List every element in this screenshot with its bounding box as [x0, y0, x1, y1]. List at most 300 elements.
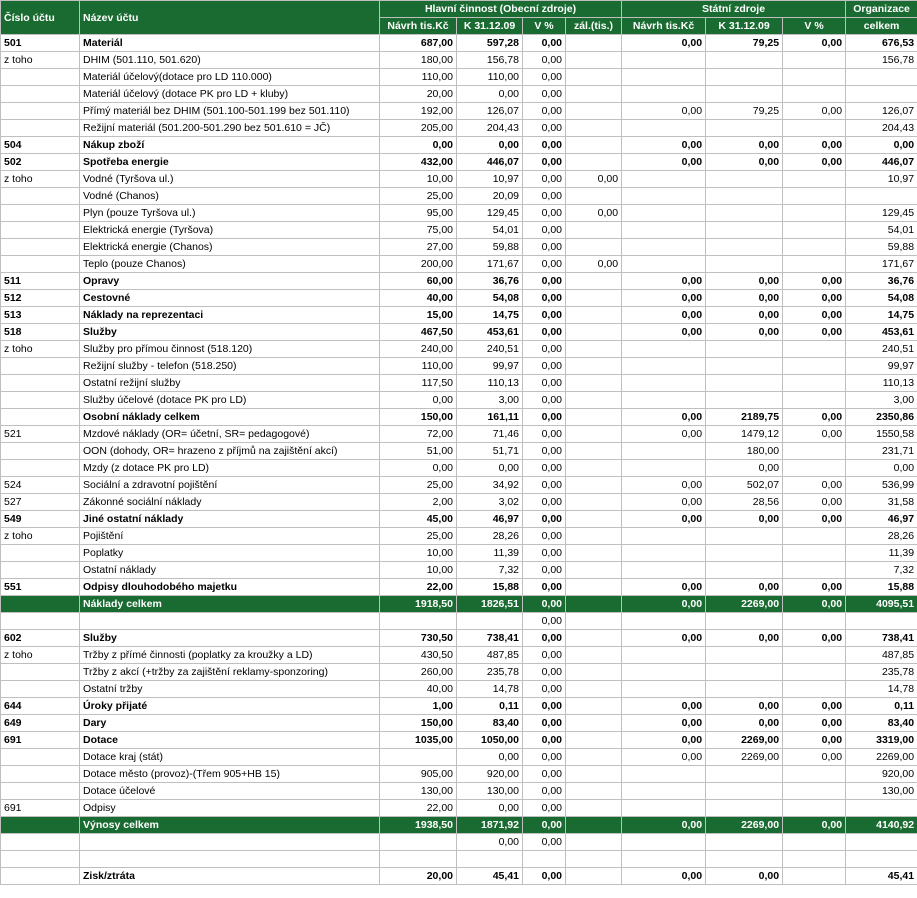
- cell-main-actual: 0,00: [457, 137, 523, 154]
- cell-main-proposal: 75,00: [380, 222, 457, 239]
- cell-state-actual: 28,56: [706, 494, 783, 511]
- cell-account-number: [1, 460, 80, 477]
- cell-main-advance: [566, 137, 622, 154]
- cell-main-advance: [566, 307, 622, 324]
- cell-state-percent: 0,00: [783, 426, 846, 443]
- cell-main-advance: [566, 324, 622, 341]
- cell-account-number: [1, 749, 80, 766]
- table-row: [1, 545, 917, 562]
- table-row: [1, 766, 917, 783]
- cell-state-proposal: 0,00: [622, 511, 706, 528]
- cell-organization-total: 3319,00: [846, 732, 917, 749]
- cell-account-name: Služby: [80, 324, 380, 341]
- cell-state-percent: 0,00: [783, 137, 846, 154]
- cell-main-advance: [566, 120, 622, 137]
- cell-main-percent: 0,00: [523, 171, 566, 188]
- cell-state-proposal: [622, 52, 706, 69]
- cell-main-actual: 130,00: [457, 783, 523, 800]
- cell-state-proposal: [622, 392, 706, 409]
- cell-state-percent: [783, 868, 846, 885]
- cell-main-advance: [566, 817, 622, 834]
- cell-state-proposal: [622, 222, 706, 239]
- cell-main-proposal: 110,00: [380, 69, 457, 86]
- table-row: [1, 647, 917, 664]
- cell-main-advance: [566, 35, 622, 52]
- cell-state-actual: [706, 239, 783, 256]
- cell-account-name: Odpisy dlouhodobého majetku: [80, 579, 380, 596]
- cell-main-actual: [457, 851, 523, 868]
- cell-account-number: [1, 596, 80, 613]
- cell-account-number: 551: [1, 579, 80, 596]
- cell-account-number: [1, 188, 80, 205]
- cell-organization-total: 83,40: [846, 715, 917, 732]
- cell-main-advance: [566, 375, 622, 392]
- column-header-main-advance: zál.(tis.): [566, 18, 622, 35]
- cell-main-advance: [566, 749, 622, 766]
- cell-account-number: z toho: [1, 52, 80, 69]
- cell-organization-total: [846, 188, 917, 205]
- cell-main-advance: [566, 783, 622, 800]
- cell-account-name: Materiál účelový(dotace pro LD 110.000): [80, 69, 380, 86]
- cell-main-percent: 0,00: [523, 681, 566, 698]
- cell-state-proposal: 0,00: [622, 494, 706, 511]
- cell-state-percent: [783, 52, 846, 69]
- cell-state-percent: 0,00: [783, 817, 846, 834]
- cell-main-proposal: 905,00: [380, 766, 457, 783]
- cell-organization-total: 45,41: [846, 868, 917, 885]
- cell-state-percent: 0,00: [783, 273, 846, 290]
- table-row: [1, 783, 917, 800]
- column-header-account-name: Název účtu: [80, 1, 380, 35]
- cell-account-number: [1, 681, 80, 698]
- cell-main-percent: 0,00: [523, 596, 566, 613]
- cell-account-name: [80, 851, 380, 868]
- cell-main-actual: 51,71: [457, 443, 523, 460]
- cell-main-percent: 0,00: [523, 868, 566, 885]
- table-row: [1, 613, 917, 630]
- cell-state-percent: 0,00: [783, 324, 846, 341]
- cell-main-actual: 126,07: [457, 103, 523, 120]
- cell-account-name: Materiál účelový (dotace PK pro LD + kluby): [80, 86, 380, 103]
- cell-state-proposal: [622, 851, 706, 868]
- cell-state-actual: 2269,00: [706, 749, 783, 766]
- cell-organization-total: 28,26: [846, 528, 917, 545]
- cell-account-name: Služby pro přímou činnost (518.120): [80, 341, 380, 358]
- cell-main-percent: 0,00: [523, 511, 566, 528]
- cell-organization-total: 126,07: [846, 103, 917, 120]
- cell-state-percent: 0,00: [783, 103, 846, 120]
- cell-state-proposal: 0,00: [622, 698, 706, 715]
- cell-main-proposal: 180,00: [380, 52, 457, 69]
- cell-account-name: Úroky přijaté: [80, 698, 380, 715]
- cell-main-actual: 204,43: [457, 120, 523, 137]
- cell-main-percent: 0,00: [523, 324, 566, 341]
- cell-state-actual: [706, 613, 783, 630]
- table-row: [1, 205, 917, 222]
- cell-organization-total: 110,13: [846, 375, 917, 392]
- table-row: [1, 290, 917, 307]
- cell-account-number: 511: [1, 273, 80, 290]
- cell-organization-total: 0,00: [846, 460, 917, 477]
- cell-main-proposal: 467,50: [380, 324, 457, 341]
- cell-organization-total: 4095,51: [846, 596, 917, 613]
- cell-state-proposal: 0,00: [622, 817, 706, 834]
- cell-state-actual: [706, 120, 783, 137]
- cell-organization-total: 14,75: [846, 307, 917, 324]
- cell-main-advance: [566, 851, 622, 868]
- cell-state-proposal: 0,00: [622, 715, 706, 732]
- cell-main-actual: 453,61: [457, 324, 523, 341]
- cell-account-number: [1, 392, 80, 409]
- cell-organization-total: 0,00: [846, 137, 917, 154]
- cell-main-proposal: 20,00: [380, 86, 457, 103]
- cell-main-advance: [566, 834, 622, 851]
- cell-main-advance: [566, 188, 622, 205]
- cell-organization-total: 36,76: [846, 273, 917, 290]
- table-row: [1, 69, 917, 86]
- cell-organization-total: 676,53: [846, 35, 917, 52]
- cell-account-name: Tržby z přímé činnosti (poplatky za kroužky a LD): [80, 647, 380, 664]
- cell-main-proposal: 10,00: [380, 171, 457, 188]
- cell-main-proposal: 25,00: [380, 188, 457, 205]
- cell-main-proposal: 0,00: [380, 137, 457, 154]
- cell-account-name: Vodné (Tyršova ul.): [80, 171, 380, 188]
- cell-main-percent: 0,00: [523, 834, 566, 851]
- cell-state-actual: 0,00: [706, 137, 783, 154]
- cell-main-advance: 0,00: [566, 256, 622, 273]
- table-row: [1, 239, 917, 256]
- cell-main-advance: [566, 596, 622, 613]
- cell-main-proposal: 0,00: [380, 392, 457, 409]
- table-row: [1, 103, 917, 120]
- table-row: [1, 732, 917, 749]
- cell-main-advance: [566, 409, 622, 426]
- cell-main-actual: 110,00: [457, 69, 523, 86]
- table-row: [1, 681, 917, 698]
- cell-state-actual: [706, 86, 783, 103]
- cell-state-percent: 0,00: [783, 290, 846, 307]
- cell-organization-total: 15,88: [846, 579, 917, 596]
- table-row: [1, 273, 917, 290]
- cell-account-name: Spotřeba energie: [80, 154, 380, 171]
- cell-state-actual: [706, 69, 783, 86]
- cell-state-actual: [706, 222, 783, 239]
- cell-account-name: Ostatní režijní služby: [80, 375, 380, 392]
- cell-account-name: Služby: [80, 630, 380, 647]
- cell-state-percent: [783, 443, 846, 460]
- cell-account-number: 502: [1, 154, 80, 171]
- cell-main-actual: 54,01: [457, 222, 523, 239]
- cell-account-number: 549: [1, 511, 80, 528]
- cell-account-number: [1, 664, 80, 681]
- cell-main-advance: [566, 647, 622, 664]
- cell-account-number: 518: [1, 324, 80, 341]
- cell-state-proposal: [622, 443, 706, 460]
- cell-main-percent: 0,00: [523, 256, 566, 273]
- cell-account-name: Teplo (pouze Chanos): [80, 256, 380, 273]
- cell-account-number: 602: [1, 630, 80, 647]
- cell-account-name: Náklady celkem: [80, 596, 380, 613]
- cell-main-advance: [566, 103, 622, 120]
- cell-main-actual: 99,97: [457, 358, 523, 375]
- cell-main-percent: 0,00: [523, 613, 566, 630]
- cell-organization-total: 204,43: [846, 120, 917, 137]
- cell-account-name: Elektrická energie (Tyršova): [80, 222, 380, 239]
- cell-state-actual: [706, 375, 783, 392]
- cell-state-proposal: 0,00: [622, 35, 706, 52]
- cell-organization-total: 1550,58: [846, 426, 917, 443]
- cell-state-proposal: [622, 562, 706, 579]
- cell-state-proposal: 0,00: [622, 579, 706, 596]
- cell-state-actual: 0,00: [706, 715, 783, 732]
- cell-state-proposal: [622, 69, 706, 86]
- cell-main-proposal: 1938,50: [380, 817, 457, 834]
- cell-main-percent: 0,00: [523, 188, 566, 205]
- cell-state-proposal: 0,00: [622, 273, 706, 290]
- cell-account-name: Režijní materiál (501.200-501.290 bez 501.610 = JČ): [80, 120, 380, 137]
- cell-state-proposal: 0,00: [622, 137, 706, 154]
- table-row: [1, 426, 917, 443]
- cell-main-actual: [457, 613, 523, 630]
- cell-main-proposal: 1035,00: [380, 732, 457, 749]
- cell-main-advance: [566, 681, 622, 698]
- cell-account-name: Zisk/ztráta: [80, 868, 380, 885]
- cell-account-number: [1, 120, 80, 137]
- cell-account-number: [1, 256, 80, 273]
- cell-main-actual: 71,46: [457, 426, 523, 443]
- cell-main-actual: 920,00: [457, 766, 523, 783]
- cell-main-percent: 0,00: [523, 698, 566, 715]
- cell-main-proposal: 432,00: [380, 154, 457, 171]
- cell-main-actual: 14,75: [457, 307, 523, 324]
- cell-organization-total: 46,97: [846, 511, 917, 528]
- cell-state-percent: [783, 205, 846, 222]
- cell-main-proposal: 95,00: [380, 205, 457, 222]
- cell-account-number: [1, 851, 80, 868]
- cell-main-percent: [523, 851, 566, 868]
- cell-main-percent: 0,00: [523, 69, 566, 86]
- cell-state-actual: 2269,00: [706, 596, 783, 613]
- cell-state-proposal: [622, 613, 706, 630]
- cell-state-percent: [783, 800, 846, 817]
- cell-main-actual: 0,00: [457, 460, 523, 477]
- cell-organization-total: [846, 834, 917, 851]
- cell-account-name: Zákonné sociální náklady: [80, 494, 380, 511]
- cell-state-proposal: 0,00: [622, 290, 706, 307]
- cell-main-proposal: 2,00: [380, 494, 457, 511]
- cell-state-percent: [783, 664, 846, 681]
- cell-account-number: [1, 783, 80, 800]
- table-row: [1, 392, 917, 409]
- cell-state-actual: [706, 783, 783, 800]
- cell-state-proposal: 0,00: [622, 103, 706, 120]
- cell-state-percent: 0,00: [783, 630, 846, 647]
- cell-main-proposal: 130,00: [380, 783, 457, 800]
- cell-organization-total: 156,78: [846, 52, 917, 69]
- cell-account-name: Dotace: [80, 732, 380, 749]
- cell-main-advance: [566, 222, 622, 239]
- cell-state-actual: 502,07: [706, 477, 783, 494]
- column-header-account-number: Číslo účtu: [1, 1, 80, 35]
- cell-main-actual: 3,02: [457, 494, 523, 511]
- cell-account-name: Osobní náklady celkem: [80, 409, 380, 426]
- cell-main-proposal: [380, 851, 457, 868]
- table-row: [1, 851, 917, 868]
- cell-state-actual: [706, 358, 783, 375]
- cell-account-number: 691: [1, 732, 80, 749]
- table-row: [1, 664, 917, 681]
- cell-main-percent: 0,00: [523, 579, 566, 596]
- cell-main-actual: 28,26: [457, 528, 523, 545]
- cell-main-proposal: 40,00: [380, 681, 457, 698]
- cell-account-number: 691: [1, 800, 80, 817]
- cell-state-percent: [783, 86, 846, 103]
- cell-organization-total: 446,07: [846, 154, 917, 171]
- cell-state-proposal: 0,00: [622, 868, 706, 885]
- cell-main-actual: 59,88: [457, 239, 523, 256]
- cell-main-proposal: 10,00: [380, 545, 457, 562]
- cell-state-actual: 0,00: [706, 460, 783, 477]
- cell-main-percent: 0,00: [523, 562, 566, 579]
- cell-main-proposal: 687,00: [380, 35, 457, 52]
- cell-main-actual: 20,09: [457, 188, 523, 205]
- table-row: [1, 120, 917, 137]
- cell-state-proposal: [622, 800, 706, 817]
- cell-organization-total: 7,32: [846, 562, 917, 579]
- cell-state-proposal: 0,00: [622, 477, 706, 494]
- cell-main-actual: 46,97: [457, 511, 523, 528]
- cell-organization-total: 129,45: [846, 205, 917, 222]
- cell-main-percent: 0,00: [523, 392, 566, 409]
- table-row: [1, 698, 917, 715]
- cell-main-actual: 36,76: [457, 273, 523, 290]
- cell-main-proposal: 260,00: [380, 664, 457, 681]
- cell-state-percent: [783, 783, 846, 800]
- cell-account-number: [1, 562, 80, 579]
- cell-main-percent: 0,00: [523, 715, 566, 732]
- cell-state-proposal: 0,00: [622, 630, 706, 647]
- cell-main-percent: 0,00: [523, 630, 566, 647]
- cell-main-percent: 0,00: [523, 120, 566, 137]
- cell-state-actual: 0,00: [706, 307, 783, 324]
- cell-organization-total: 240,51: [846, 341, 917, 358]
- cell-state-percent: [783, 341, 846, 358]
- table-row: [1, 579, 917, 596]
- cell-main-proposal: 430,50: [380, 647, 457, 664]
- cell-account-number: [1, 817, 80, 834]
- cell-organization-total: [846, 851, 917, 868]
- cell-main-proposal: 1,00: [380, 698, 457, 715]
- cell-organization-total: 99,97: [846, 358, 917, 375]
- cell-state-percent: 0,00: [783, 409, 846, 426]
- cell-main-actual: 10,97: [457, 171, 523, 188]
- cell-account-number: [1, 443, 80, 460]
- cell-state-proposal: 0,00: [622, 749, 706, 766]
- cell-account-name: Režijní služby - telefon (518.250): [80, 358, 380, 375]
- cell-main-percent: 0,00: [523, 749, 566, 766]
- cell-main-actual: 240,51: [457, 341, 523, 358]
- cell-organization-total: 2269,00: [846, 749, 917, 766]
- cell-account-number: z toho: [1, 171, 80, 188]
- cell-main-advance: [566, 341, 622, 358]
- cell-state-proposal: [622, 664, 706, 681]
- cell-state-percent: 0,00: [783, 494, 846, 511]
- cell-state-actual: 0,00: [706, 324, 783, 341]
- cell-main-proposal: 25,00: [380, 528, 457, 545]
- cell-main-actual: 45,41: [457, 868, 523, 885]
- cell-organization-total: 231,71: [846, 443, 917, 460]
- cell-organization-total: 536,99: [846, 477, 917, 494]
- cell-account-name: Jiné ostatní náklady: [80, 511, 380, 528]
- cell-state-proposal: [622, 460, 706, 477]
- cell-main-actual: 171,67: [457, 256, 523, 273]
- cell-account-number: [1, 375, 80, 392]
- cell-main-actual: 738,41: [457, 630, 523, 647]
- cell-state-percent: [783, 188, 846, 205]
- cell-main-percent: 0,00: [523, 35, 566, 52]
- cell-state-percent: [783, 239, 846, 256]
- group-header-state-sources: Státní zdroje: [622, 1, 846, 18]
- cell-main-actual: 156,78: [457, 52, 523, 69]
- cell-state-percent: [783, 375, 846, 392]
- cell-state-actual: [706, 681, 783, 698]
- cell-state-actual: 180,00: [706, 443, 783, 460]
- cell-state-actual: [706, 188, 783, 205]
- cell-account-name: Přímý materiál bez DHIM (501.100-501.199 bez 501.110): [80, 103, 380, 120]
- cell-main-actual: 161,11: [457, 409, 523, 426]
- cell-account-number: [1, 69, 80, 86]
- cell-main-percent: 0,00: [523, 341, 566, 358]
- cell-organization-total: 171,67: [846, 256, 917, 273]
- cell-main-advance: [566, 494, 622, 511]
- cell-state-actual: [706, 392, 783, 409]
- cell-organization-total: [846, 69, 917, 86]
- cell-account-name: [80, 613, 380, 630]
- cell-account-name: Poplatky: [80, 545, 380, 562]
- cell-main-actual: 1871,92: [457, 817, 523, 834]
- cell-account-name: Dary: [80, 715, 380, 732]
- cell-main-advance: [566, 868, 622, 885]
- cell-state-percent: 0,00: [783, 35, 846, 52]
- cell-account-number: 649: [1, 715, 80, 732]
- cell-account-name: Pojištění: [80, 528, 380, 545]
- cell-state-proposal: 0,00: [622, 596, 706, 613]
- table-row: [1, 562, 917, 579]
- cell-state-proposal: 0,00: [622, 307, 706, 324]
- cell-main-actual: 14,78: [457, 681, 523, 698]
- cell-state-percent: 0,00: [783, 749, 846, 766]
- table-row: [1, 630, 917, 647]
- cell-main-proposal: 40,00: [380, 290, 457, 307]
- column-header-state-actual: K 31.12.09: [706, 18, 783, 35]
- table-body: [1, 35, 917, 885]
- cell-main-percent: 0,00: [523, 409, 566, 426]
- cell-main-actual: 487,85: [457, 647, 523, 664]
- cell-state-actual: [706, 664, 783, 681]
- cell-main-percent: 0,00: [523, 783, 566, 800]
- column-header-main-percent: V %: [523, 18, 566, 35]
- column-header-main-proposal: Návrh tis.Kč: [380, 18, 457, 35]
- cell-main-proposal: 730,50: [380, 630, 457, 647]
- cell-state-actual: 1479,12: [706, 426, 783, 443]
- cell-state-percent: 0,00: [783, 579, 846, 596]
- cell-account-name: Dotace účelové: [80, 783, 380, 800]
- cell-organization-total: 235,78: [846, 664, 917, 681]
- cell-main-actual: 15,88: [457, 579, 523, 596]
- cell-main-advance: [566, 52, 622, 69]
- cell-main-proposal: 72,00: [380, 426, 457, 443]
- cell-account-name: Mzdové náklady (OR= účetní, SR= pedagogové): [80, 426, 380, 443]
